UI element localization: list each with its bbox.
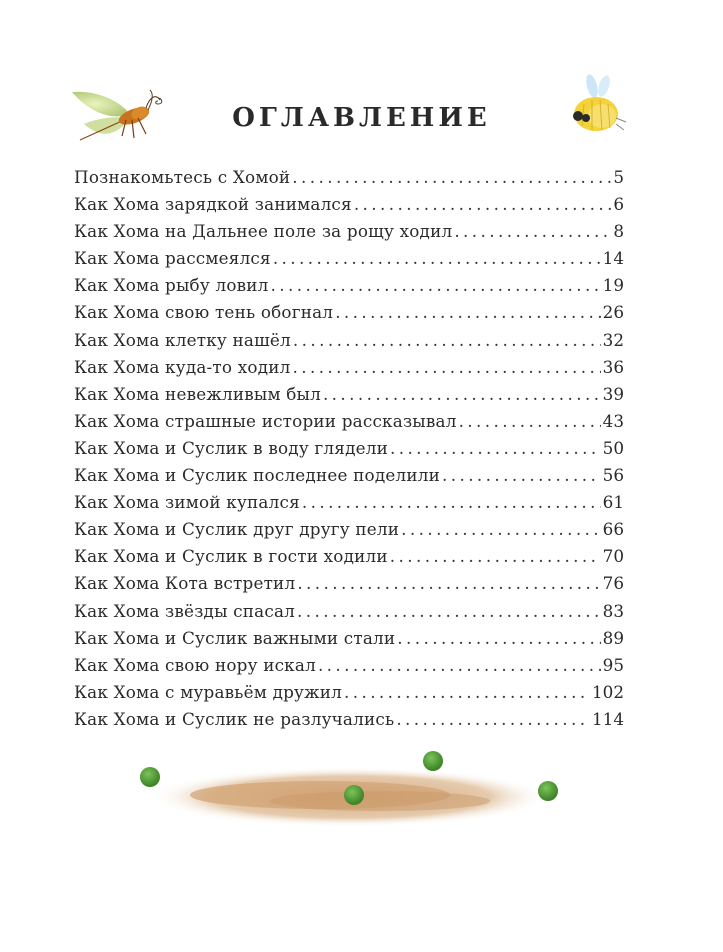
toc-entry-page-number: 6 — [613, 194, 624, 215]
toc-entry-page-number: 39 — [602, 383, 624, 404]
toc-entry[interactable] — [74, 327, 624, 354]
toc-dot-leader — [293, 327, 601, 354]
toc-entry-title: Как Хома и Суслик последнее поделили — [74, 465, 440, 486]
toc-entry-title: Как Хома страшные истории рассказывал — [74, 410, 457, 431]
toc-entry[interactable] — [74, 272, 624, 299]
toc-entry-title: Как Хома Кота встретил — [74, 573, 296, 594]
toc-entry-title: Как Хома и Суслик друг другу пели — [74, 519, 400, 540]
toc-entry[interactable] — [74, 625, 624, 652]
toc-dot-leader — [292, 164, 611, 191]
toc-dot-leader — [318, 652, 601, 679]
toc-dot-leader — [302, 489, 601, 516]
toc-entry[interactable] — [74, 489, 624, 516]
toc-entry-title: Как Хома зарядкой занимался — [74, 194, 352, 215]
pea-1 — [140, 767, 160, 787]
toc-entry-title: Как Хома свою нору искал — [74, 654, 316, 675]
toc-entry-page-number: 8 — [613, 221, 624, 242]
toc-entry[interactable] — [74, 679, 624, 706]
toc-entry[interactable] — [74, 191, 624, 218]
toc-entry-page-number: 66 — [602, 519, 624, 540]
toc-entry-title: Как Хома зимой купался — [74, 492, 300, 513]
pea-2 — [423, 751, 443, 771]
toc-entry-page-number: 56 — [602, 465, 624, 486]
toc-dot-leader — [390, 435, 601, 462]
toc-entry-page-number: 50 — [602, 437, 624, 458]
toc-dot-leader — [454, 218, 611, 245]
toc-entry[interactable] — [74, 245, 624, 272]
toc-entry-page-number: 36 — [602, 356, 624, 377]
toc-dot-leader — [271, 272, 601, 299]
toc-entry-title: Как Хома звёзды спасал — [74, 600, 296, 621]
toc-dot-leader — [401, 516, 601, 543]
toc-dot-leader — [297, 598, 601, 625]
toc-dot-leader — [396, 706, 590, 733]
toc-entry-page-number: 43 — [602, 410, 624, 431]
toc-entry-page-number: 89 — [602, 627, 624, 648]
toc-entry-page-number: 95 — [602, 654, 624, 675]
toc-dot-leader — [442, 462, 601, 489]
toc-entry-title: Как Хома на Дальнее поле за рощу ходил — [74, 221, 453, 242]
toc-entry-title: Как Хома рыбу ловил — [74, 275, 269, 296]
toc-entry[interactable] — [74, 516, 624, 543]
toc-dot-leader — [273, 245, 601, 272]
toc-entry[interactable] — [74, 218, 624, 245]
toc-dot-leader — [297, 570, 600, 597]
toc-entry-page-number: 32 — [602, 329, 624, 350]
toc-entry-page-number: 76 — [602, 573, 624, 594]
toc-dot-leader — [354, 191, 611, 218]
toc-entry-page-number: 19 — [602, 275, 624, 296]
toc-entry[interactable] — [74, 570, 624, 597]
toc-entry[interactable] — [74, 598, 624, 625]
toc-entry-page-number: 114 — [591, 708, 624, 729]
toc-entry-page-number: 5 — [613, 167, 624, 187]
bee-illustration — [562, 74, 628, 140]
toc-entry-title: Как Хома клетку нашёл — [74, 329, 291, 350]
toc-entry[interactable] — [74, 652, 624, 679]
pea-4 — [538, 781, 558, 801]
toc-entry-title: Как Хома куда-то ходил — [74, 356, 291, 377]
toc-entry[interactable] — [74, 435, 624, 462]
toc-entry-page-number: 61 — [602, 492, 624, 513]
toc-entry-page-number: 70 — [602, 546, 624, 567]
toc-entry-title: Как Хома и Суслик не разлучались — [74, 708, 395, 729]
toc-dot-leader — [335, 299, 600, 326]
toc-dot-leader — [293, 354, 601, 381]
toc-entry-page-number: 83 — [602, 600, 624, 621]
toc-entry-title: Как Хома и Суслик в гости ходили — [74, 546, 388, 567]
toc-entry-page-number: 26 — [602, 302, 624, 323]
toc-entry[interactable] — [74, 706, 624, 733]
toc-entry[interactable] — [74, 408, 624, 435]
toc-entry[interactable] — [74, 164, 624, 191]
toc-entry-page-number: 102 — [591, 681, 624, 702]
toc-dot-leader — [344, 679, 590, 706]
toc-entry[interactable] — [74, 543, 624, 570]
pea-3 — [344, 785, 364, 805]
toc-dot-leader — [459, 408, 601, 435]
toc-dot-leader — [323, 381, 601, 408]
toc-entry-title: Как Хома невежливым был — [74, 383, 321, 404]
toc-dot-leader — [390, 543, 601, 570]
toc-entry[interactable] — [74, 462, 624, 489]
toc-entry[interactable] — [74, 354, 624, 381]
toc-entry-title: Как Хома и Суслик важными стали — [74, 627, 396, 648]
page-title: ОГЛАВЛЕНИЕ — [232, 103, 491, 134]
toc-entry[interactable] — [74, 381, 624, 408]
toc-entry-page-number: 14 — [602, 248, 624, 269]
toc-entry-title: Как Хома рассмеялся — [74, 248, 271, 269]
toc-entry-title: Познакомьтесь с Хомой — [74, 167, 291, 187]
toc-entry-title: Как Хома и Суслик в воду глядели — [74, 437, 388, 458]
toc-entry-title: Как Хома свою тень обогнал — [74, 302, 334, 323]
toc-entry-title: Как Хома с муравьём дружил — [74, 681, 342, 702]
toc-dot-leader — [397, 625, 600, 652]
toc-entry[interactable] — [74, 299, 624, 326]
sand-with-peas-illustration — [130, 745, 570, 835]
table-of-contents — [74, 164, 624, 733]
